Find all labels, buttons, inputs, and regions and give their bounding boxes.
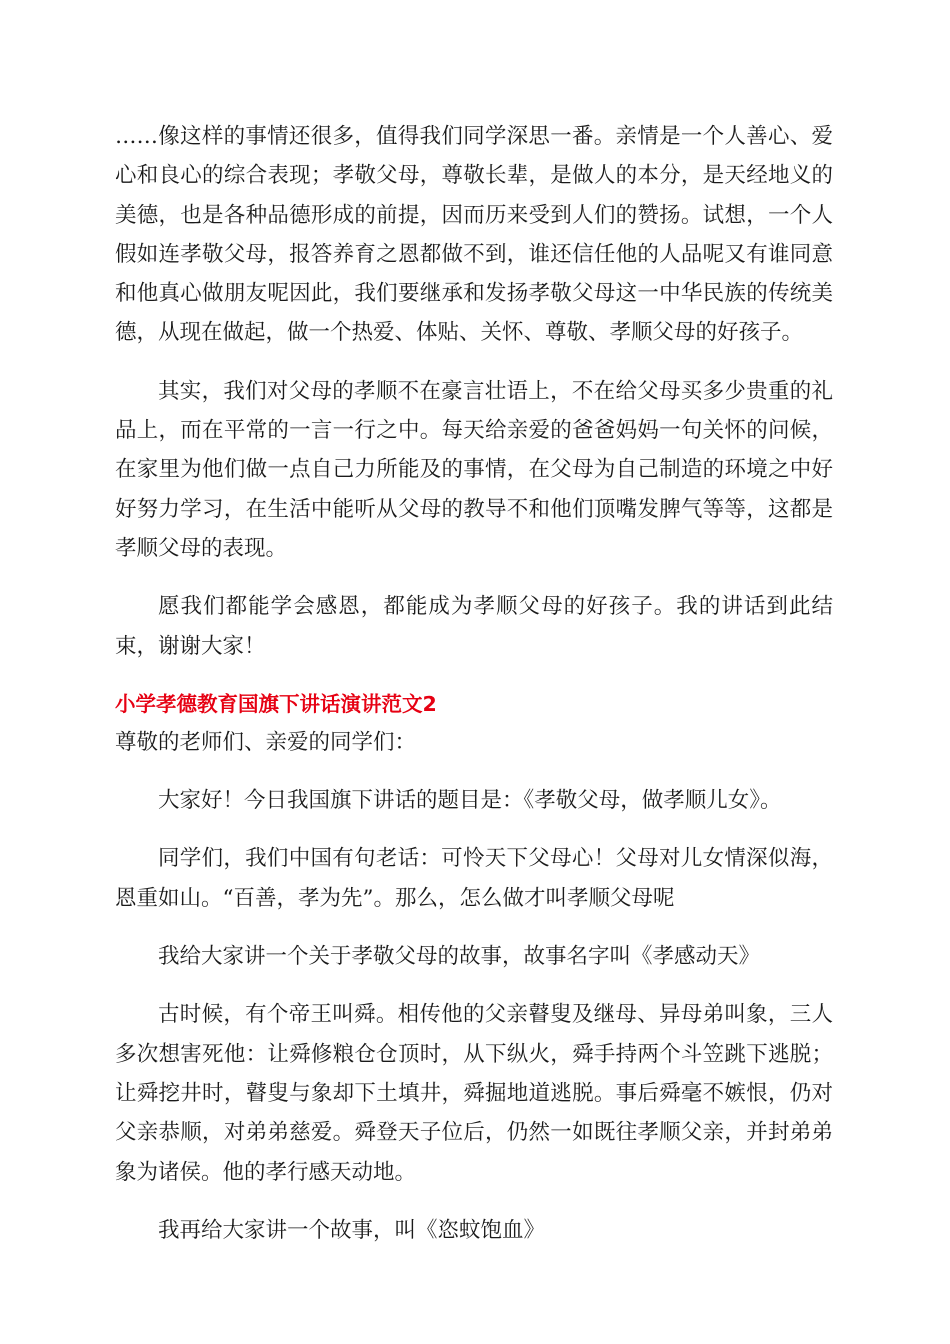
paragraph-filial-piety-actions: 其实，我们对父母的孝顺不在豪言壮语上，不在给父母买多少贵重的礼品上，而在平常的一言一行之中。每天给亲爱的爸爸妈妈一句关怀的问候，在家里为他们做一点自己力所能及的事情，在父母为自己制造的环境之中好好努力学习，在生活中能听从父母的教导不和他们顶嘴发脾气等等，这都是孝顺父母的表现。 xyxy=(115,378,833,561)
paragraph-continuation: ……像这样的事情还很多，值得我们同学深思一番。亲情是一个人善心、爱心和良心的综合表现；孝敬父母，尊敬长辈，是做人的本分，是天经地义的美德，也是各种品德形成的前提，因而历来受到人们的赞扬。试想，一个人假如连孝敬父母，报答养育之恩都做不到，谁还信任他的人品呢又有谁同意和他真心做朋友呢因此，我们要继承和发扬孝敬父母这一中华民族的传统美德，从现在做起，做一个热爱、体贴、关怀、尊敬、孝顺父母的好孩子。 xyxy=(115,124,833,346)
paragraph-next-story: 我再给大家讲一个故事，叫《恣蚊饱血》 xyxy=(158,1217,546,1243)
paragraph-story-intro: 我给大家讲一个关于孝敬父母的故事，故事名字叫《孝感动天》 xyxy=(158,944,761,970)
greeting-line: 尊敬的老师们、亲爱的同学们： xyxy=(115,729,417,755)
paragraph-old-saying: 同学们，我们中国有句老话：可怜天下父母心！父母对儿女情深似海，恩重如山。“百善，孝为先”。那么，怎么做才叫孝顺父母呢 xyxy=(115,846,833,911)
section-heading: 小学孝德教育国旗下讲话演讲范文2 xyxy=(115,691,437,716)
paragraph-closing: 愿我们都能学会感恩，都能成为孝顺父母的好孩子。我的讲话到此结束，谢谢大家！ xyxy=(115,594,833,659)
document-body xyxy=(115,117,833,1269)
paragraph-story-shun: 古时候，有个帝王叫舜。相传他的父亲瞽叟及继母、异母弟叫象，三人多次想害死他：让舜修粮仓仓顶时，从下纵火，舜手持两个斗笠跳下逃脱；让舜挖井时，瞽叟与象却下土填井，舜掘地道逃脱。事后舜毫不嫉恨，仍对父亲恭顺，对弟弟慈爱。舜登天子位后，仍然一如既往孝顺父亲，并封弟弟象为诸侯。他的孝行感天动地。 xyxy=(115,1002,833,1185)
paragraph-speech-topic: 大家好！今日我国旗下讲话的题目是：《孝敬父母，做孝顺儿女》。 xyxy=(158,788,782,814)
